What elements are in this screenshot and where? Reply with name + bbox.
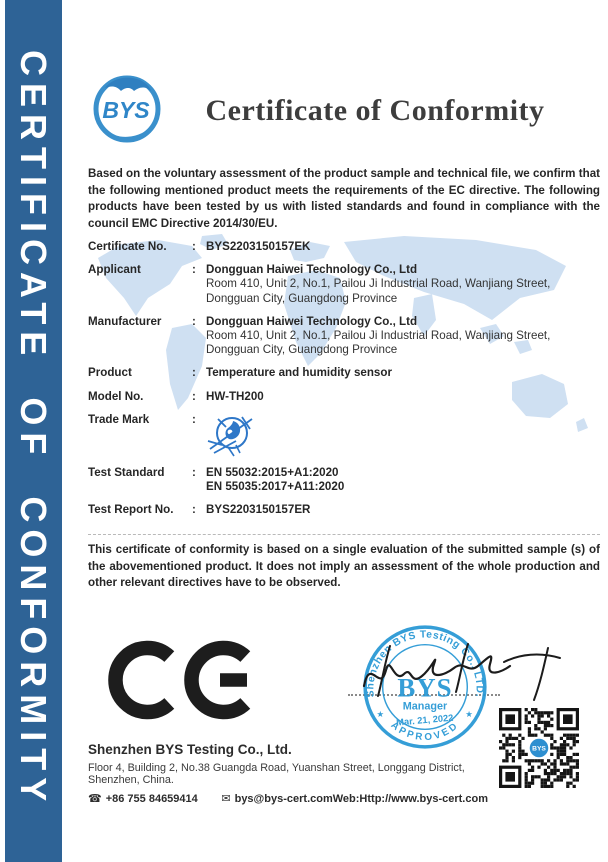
footer-address: Floor 4, Building 2, No.38 Guangda Road, Yuanshan Street, Longgang District, Shenzhen, China. xyxy=(88,762,465,786)
stamp-role-text: Manager xyxy=(402,700,448,713)
field-row-certificate-no xyxy=(88,240,600,254)
field-colon: : xyxy=(192,465,196,479)
fields-section xyxy=(88,240,600,517)
field-value-line: Dongguan City, Guangdong Province xyxy=(206,343,398,357)
field-label: Certificate No. xyxy=(88,240,167,253)
stamp-date-text: Mar. 21, 2022 xyxy=(395,712,454,728)
field-colon: : xyxy=(192,263,196,277)
field-colon: : xyxy=(192,366,196,380)
field-value: EN 55032:2015+A1:2020 xyxy=(206,465,339,479)
field-value: BYS2203150157ER xyxy=(206,503,311,517)
bys-logo-text: BYS xyxy=(102,96,150,123)
envelope-icon: ✉ xyxy=(221,793,231,805)
footer-phone xyxy=(88,792,221,805)
signature-scribble xyxy=(356,634,566,714)
footer xyxy=(88,742,488,805)
footer-web-url: Web:Http://www.bys-cert.com xyxy=(332,792,488,805)
side-banner-text: CERTIFICATE OF CONFORMITY xyxy=(13,50,54,809)
field-label: Model No. xyxy=(88,389,144,403)
field-label: Manufacturer xyxy=(88,314,162,328)
field-row-trade-mark xyxy=(88,413,600,457)
disclaimer-paragraph: This certificate of conformity is based on a single evaluation of the submitted sample (s) of the abovementioned product. It does not imply an assessment of the whole production and other relevant directives have to be observed. xyxy=(88,543,600,590)
field-label: Product xyxy=(88,366,132,380)
field-row-model-no xyxy=(88,390,600,404)
field-value-line: Dongguan City, Guangdong Province xyxy=(206,291,398,305)
stamp-approved-text: APPROVED xyxy=(388,719,462,744)
phone-icon: ☎ xyxy=(88,793,102,805)
trademark-bird-icon xyxy=(206,411,256,457)
field-value-line: Room 410, Unit 2, No.1, Pailou Ji Industrial Road, Wanjiang Street, xyxy=(206,277,551,291)
bys-globe-icon xyxy=(88,71,166,147)
field-colon: : xyxy=(192,240,196,253)
footer-company-name: Shenzhen BYS Testing Co., Ltd. xyxy=(88,742,292,757)
bys-logo xyxy=(88,71,168,152)
svg-text:BYS: BYS xyxy=(532,745,546,753)
field-row-product xyxy=(88,366,600,380)
footer-email xyxy=(221,792,332,805)
field-label: Applicant xyxy=(88,263,141,277)
field-label: Test Standard xyxy=(88,465,165,479)
field-label: Trade Mark xyxy=(88,412,150,426)
field-colon: : xyxy=(192,412,196,426)
certificate-title: Certificate of Conformity xyxy=(205,94,545,127)
stamp-ring-text: Shenzhen BYS Testing Co., LTD. xyxy=(365,629,485,699)
field-row-applicant xyxy=(88,263,600,306)
field-value: Dongguan Haiwei Technology Co., Ltd xyxy=(206,314,418,328)
footer-phone-number: +86 755 84659414 xyxy=(105,792,198,805)
field-value: BYS2203150157EK xyxy=(206,240,311,253)
field-row-manufacturer xyxy=(88,315,600,358)
field-label: Test Report No. xyxy=(88,503,174,517)
footer-website xyxy=(333,792,488,805)
intro-paragraph: Based on the voluntary assessment of the product sample and technical file, we confirm that the following mentioned product meets the requirements of the EC directive. The following products have been tested by us with listed standards and found in compliance with the council EMC Directive 2014/30/EU. xyxy=(88,167,600,230)
stamp-star-left: ★ xyxy=(376,709,384,719)
field-value: Temperature and humidity sensor xyxy=(206,366,392,380)
stamp-center-text: BYS xyxy=(397,672,453,703)
stamp-star-right: ★ xyxy=(465,709,473,719)
field-value-line: EN 55035:2017+A11:2020 xyxy=(206,480,345,494)
field-row-test-standard xyxy=(88,466,600,494)
field-colon: : xyxy=(192,314,196,328)
footer-email-address: bys@bys-cert.com xyxy=(234,792,333,805)
separator-line xyxy=(88,534,600,535)
field-value: HW-TH200 xyxy=(206,389,264,403)
field-value-line: Room 410, Unit 2, No.1, Pailou Ji Industrial Road, Wanjiang Street, xyxy=(206,329,551,343)
footer-contacts xyxy=(88,792,488,805)
side-banner xyxy=(5,0,62,862)
field-colon: : xyxy=(192,503,196,517)
ce-mark-icon xyxy=(104,636,254,726)
header xyxy=(88,72,600,150)
field-value: Dongguan Haiwei Technology Co., Ltd xyxy=(206,263,418,277)
field-row-test-report-no xyxy=(88,503,600,517)
certificate-body xyxy=(88,0,600,592)
qr-code xyxy=(499,708,579,788)
field-colon: : xyxy=(192,389,196,403)
